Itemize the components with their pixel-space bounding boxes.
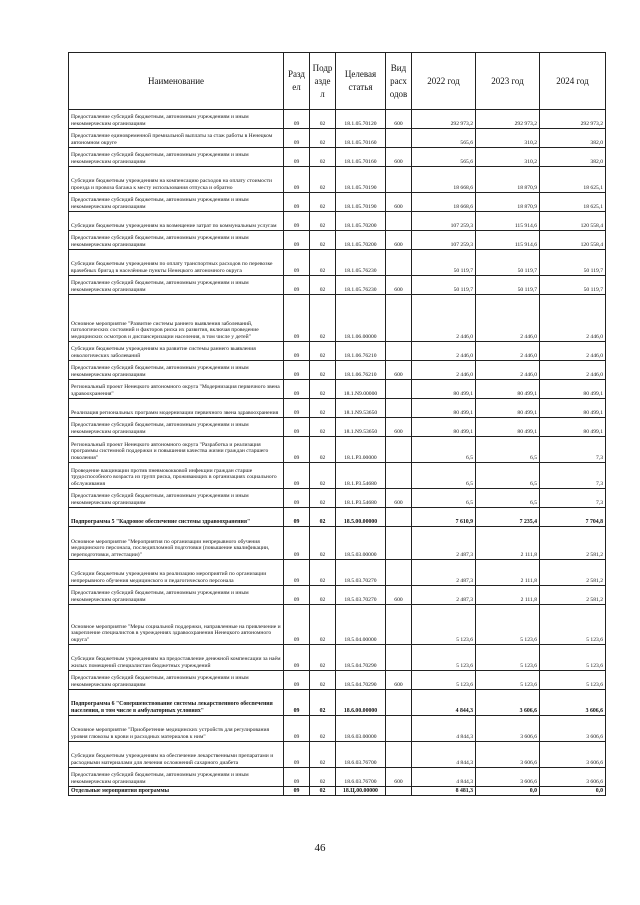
row-value-2022: 2 487,3	[412, 586, 476, 605]
row-podrazdel: 02	[310, 437, 336, 463]
row-expense-type	[386, 787, 412, 796]
row-target-article: 18.1.P3.54680	[336, 463, 386, 489]
row-name: Предоставление субсидий бюджетным, автономным учреждениям и иным некоммерческим организациям	[69, 671, 284, 690]
row-value-2022: 7 610,9	[412, 508, 476, 527]
row-value-2024: 3 606,6	[540, 716, 606, 742]
header-2022: 2022 год	[412, 53, 476, 110]
row-value-2024: 292 973,2	[540, 110, 606, 129]
row-name: Предоставление субсидий бюджетным, автономным учреждениям и иным некоммерческим организациям	[69, 489, 284, 508]
table-row	[69, 527, 606, 560]
row-razdel: 09	[284, 742, 310, 768]
row-expense-type: 600	[386, 110, 412, 129]
row-target-article: 18.1.05.70190	[336, 167, 386, 193]
row-podrazdel: 02	[310, 560, 336, 586]
row-value-2024: 5 123,6	[540, 605, 606, 645]
table-row	[69, 716, 606, 742]
row-target-article: 18.5.03.00000	[336, 527, 386, 560]
row-value-2024: 2 446,0	[540, 361, 606, 380]
row-value-2023: 2 446,0	[476, 361, 540, 380]
row-name: Субсидии бюджетным учреждениям на возмещение затрат по коммунальным услугам	[69, 212, 284, 231]
row-value-2024: 50 119,7	[540, 276, 606, 295]
row-target-article: 18.6.03.76700	[336, 768, 386, 787]
row-value-2023: 6,5	[476, 437, 540, 463]
table-row	[69, 605, 606, 645]
row-value-2023: 6,5	[476, 489, 540, 508]
row-podrazdel: 02	[310, 295, 336, 342]
row-razdel: 09	[284, 250, 310, 276]
row-razdel: 09	[284, 527, 310, 560]
row-razdel: 09	[284, 129, 310, 148]
row-razdel: 09	[284, 586, 310, 605]
table-row	[69, 167, 606, 193]
row-expense-type: 600	[386, 671, 412, 690]
row-value-2023: 115 914,6	[476, 212, 540, 231]
row-target-article: 18.5.03.70270	[336, 560, 386, 586]
row-target-article: 18.1.05.70120	[336, 110, 386, 129]
row-value-2022: 8 481,3	[412, 787, 476, 796]
row-value-2023: 18 870,9	[476, 167, 540, 193]
row-target-article: 18.1.N9.53650	[336, 399, 386, 418]
budget-table	[68, 52, 606, 796]
table-row	[69, 437, 606, 463]
row-razdel: 09	[284, 418, 310, 437]
row-name: Предоставление субсидий бюджетным, автономным учреждениям и иным некоммерческим организациям	[69, 768, 284, 787]
row-target-article: 18.1.06.76210	[336, 342, 386, 361]
row-podrazdel: 02	[310, 250, 336, 276]
row-value-2024: 80 499,1	[540, 399, 606, 418]
row-target-article: 18.1.05.70160	[336, 148, 386, 167]
row-value-2024: 2 581,2	[540, 586, 606, 605]
row-razdel: 09	[284, 295, 310, 342]
row-value-2024: 120 558,4	[540, 231, 606, 250]
row-value-2022: 4 844,3	[412, 690, 476, 716]
row-value-2022: 2 446,0	[412, 361, 476, 380]
row-value-2023: 50 119,7	[476, 276, 540, 295]
row-podrazdel: 02	[310, 418, 336, 437]
row-value-2022: 4 844,3	[412, 768, 476, 787]
row-podrazdel: 02	[310, 787, 336, 796]
row-podrazdel: 02	[310, 167, 336, 193]
row-value-2022: 18 668,6	[412, 193, 476, 212]
row-razdel: 09	[284, 342, 310, 361]
row-name: Субсидии бюджетным учреждениям на реализацию мероприятий по организации непрерывного обучения медицинского и педагогического персонала	[69, 560, 284, 586]
row-value-2024: 382,0	[540, 148, 606, 167]
row-value-2024: 3 606,6	[540, 742, 606, 768]
row-target-article: 18.1.N9.53650	[336, 418, 386, 437]
row-podrazdel: 02	[310, 690, 336, 716]
row-razdel: 09	[284, 361, 310, 380]
row-razdel: 09	[284, 399, 310, 418]
row-podrazdel: 02	[310, 148, 336, 167]
row-podrazdel: 02	[310, 463, 336, 489]
row-value-2023: 3 606,6	[476, 716, 540, 742]
row-value-2023: 115 914,6	[476, 231, 540, 250]
row-podrazdel: 02	[310, 742, 336, 768]
row-value-2023: 5 123,6	[476, 605, 540, 645]
row-value-2022: 4 844,3	[412, 742, 476, 768]
row-target-article: 18.6.03.00000	[336, 716, 386, 742]
row-value-2024: 7 704,8	[540, 508, 606, 527]
row-expense-type	[386, 342, 412, 361]
row-target-article: 18.5.04.70290	[336, 645, 386, 671]
row-podrazdel: 02	[310, 716, 336, 742]
row-expense-type: 600	[386, 489, 412, 508]
row-value-2024: 7,3	[540, 489, 606, 508]
row-name: Отдельные мероприятия программы	[69, 787, 284, 796]
row-expense-type: 600	[386, 193, 412, 212]
row-value-2022: 292 973,2	[412, 110, 476, 129]
row-name: Реализация региональных программ модернизации первичного звена здравоохранения	[69, 399, 284, 418]
row-value-2023: 18 870,9	[476, 193, 540, 212]
row-podrazdel: 02	[310, 399, 336, 418]
row-target-article: 18.1.N9.00000	[336, 380, 386, 399]
row-expense-type	[386, 380, 412, 399]
row-value-2023: 310,2	[476, 129, 540, 148]
row-podrazdel: 02	[310, 380, 336, 399]
row-value-2024: 5 123,6	[540, 645, 606, 671]
row-value-2022: 80 499,1	[412, 380, 476, 399]
row-target-article: 18.5.03.70270	[336, 586, 386, 605]
row-podrazdel: 02	[310, 193, 336, 212]
row-podrazdel: 02	[310, 129, 336, 148]
row-value-2024: 5 123,6	[540, 671, 606, 690]
row-name: Предоставление субсидий бюджетным, автономным учреждениям и иным некоммерческим организациям	[69, 276, 284, 295]
row-expense-type	[386, 645, 412, 671]
table-row	[69, 399, 606, 418]
row-expense-type	[386, 508, 412, 527]
row-value-2024: 80 499,1	[540, 380, 606, 399]
row-razdel: 09	[284, 148, 310, 167]
row-value-2022: 5 123,6	[412, 645, 476, 671]
row-name: Предоставление субсидий бюджетным, автономным учреждениям и иным некоммерческим организациям	[69, 586, 284, 605]
row-target-article: 18.1.05.76230	[336, 250, 386, 276]
row-value-2022: 50 119,7	[412, 276, 476, 295]
row-value-2023: 3 606,6	[476, 742, 540, 768]
row-target-article: 18.1.P3.00000	[336, 437, 386, 463]
row-value-2024: 120 558,4	[540, 212, 606, 231]
table-row	[69, 129, 606, 148]
row-podrazdel: 02	[310, 361, 336, 380]
row-expense-type	[386, 250, 412, 276]
row-razdel: 09	[284, 787, 310, 796]
header-razdel: Разд ел	[284, 53, 310, 110]
row-value-2022: 80 499,1	[412, 399, 476, 418]
row-podrazdel: 02	[310, 605, 336, 645]
row-value-2024: 2 446,0	[540, 295, 606, 342]
row-name: Субсидии бюджетным учреждениям на компенсацию расходов на оплату стоимости проезда и провоза багажа к месту использования отпуска и обратно	[69, 167, 284, 193]
row-value-2024: 7,3	[540, 437, 606, 463]
row-value-2023: 0,0	[476, 787, 540, 796]
row-razdel: 09	[284, 463, 310, 489]
row-podrazdel: 02	[310, 508, 336, 527]
row-name: Основное мероприятие "Приобретение медицинских устройств для регулирования уровня глюкозы в крови и расходных материалов к ним"	[69, 716, 284, 742]
page-number: 46	[314, 842, 326, 854]
row-target-article: 18.1.05.70190	[336, 193, 386, 212]
row-podrazdel: 02	[310, 645, 336, 671]
row-value-2022: 18 668,6	[412, 167, 476, 193]
row-expense-type	[386, 212, 412, 231]
table-row	[69, 463, 606, 489]
table-row	[69, 508, 606, 527]
row-razdel: 09	[284, 380, 310, 399]
row-value-2024: 3 606,6	[540, 768, 606, 787]
header-2024: 2024 год	[540, 53, 606, 110]
row-value-2024: 18 625,1	[540, 167, 606, 193]
row-razdel: 09	[284, 212, 310, 231]
row-podrazdel: 02	[310, 489, 336, 508]
row-name: Предоставление субсидий бюджетным, автономным учреждениям и иным некоммерческим организациям	[69, 193, 284, 212]
row-podrazdel: 02	[310, 586, 336, 605]
row-name: Субсидии бюджетным учреждениям на обеспечение лекарственными препаратами и расходными материалами для лечения осложнений сахарного диабета	[69, 742, 284, 768]
row-value-2024: 3 606,6	[540, 690, 606, 716]
row-podrazdel: 02	[310, 768, 336, 787]
row-target-article: 18.6.03.76700	[336, 742, 386, 768]
row-target-article: 18.1.05.70200	[336, 231, 386, 250]
row-name: Региональный проект Ненецкого автономного округа "Разработка и реализация программы системной поддержки и повышения качества жизни граждан старшего поколения"	[69, 437, 284, 463]
table-row	[69, 380, 606, 399]
row-value-2023: 7 235,4	[476, 508, 540, 527]
row-value-2022: 5 123,6	[412, 605, 476, 645]
row-podrazdel: 02	[310, 231, 336, 250]
row-value-2023: 310,2	[476, 148, 540, 167]
row-value-2024: 50 119,7	[540, 250, 606, 276]
row-name: Предоставление субсидий бюджетным, автономным учреждениям и иным некоммерческим организациям	[69, 418, 284, 437]
row-target-article: 18.Ц.00.00000	[336, 787, 386, 796]
row-value-2023: 5 123,6	[476, 645, 540, 671]
row-value-2022: 107 259,3	[412, 231, 476, 250]
row-value-2022: 6,5	[412, 437, 476, 463]
row-name: Подпрограмма 6 "Совершенствование системы лекарственного обеспечения населения, в том числе в амбулаторных условиях"	[69, 690, 284, 716]
row-podrazdel: 02	[310, 527, 336, 560]
row-name: Субсидии бюджетным учреждениям по оплату транспортных расходов по перевозке врачебных бригад в населённые пункты Ненецкого автономного округа	[69, 250, 284, 276]
row-name: Предоставление субсидий бюджетным, автономным учреждениям и иным некоммерческим организациям	[69, 110, 284, 129]
row-name: Предоставление субсидий бюджетным, автономным учреждениям и иным некоммерческим организациям	[69, 231, 284, 250]
row-expense-type: 600	[386, 231, 412, 250]
row-name: Основное мероприятие "Мероприятия по организации непрерывного обучения медицинского персонала, последипломной подготовки (повышение квалификации, переподготовки, аттестации)"	[69, 527, 284, 560]
row-podrazdel: 02	[310, 671, 336, 690]
row-podrazdel: 02	[310, 342, 336, 361]
row-razdel: 09	[284, 167, 310, 193]
table-row	[69, 560, 606, 586]
row-expense-type	[386, 129, 412, 148]
row-target-article: 18.6.00.00000	[336, 690, 386, 716]
row-value-2022: 50 119,7	[412, 250, 476, 276]
row-expense-type	[386, 399, 412, 418]
header-name: Наименование	[69, 53, 284, 110]
row-value-2023: 3 606,6	[476, 690, 540, 716]
row-razdel: 09	[284, 716, 310, 742]
row-value-2024: 382,0	[540, 129, 606, 148]
table-row	[69, 295, 606, 342]
table-row	[69, 489, 606, 508]
row-value-2024: 2 446,0	[540, 342, 606, 361]
row-expense-type	[386, 463, 412, 489]
row-value-2024: 80 499,1	[540, 418, 606, 437]
row-razdel: 09	[284, 231, 310, 250]
row-value-2024: 7,3	[540, 463, 606, 489]
row-name: Предоставление субсидий бюджетным, автономным учреждениям и иным некоммерческим организациям	[69, 361, 284, 380]
row-expense-type	[386, 742, 412, 768]
row-expense-type	[386, 437, 412, 463]
table-row	[69, 212, 606, 231]
row-value-2022: 4 844,3	[412, 716, 476, 742]
row-razdel: 09	[284, 193, 310, 212]
row-razdel: 09	[284, 110, 310, 129]
row-expense-type	[386, 527, 412, 560]
table-row	[69, 276, 606, 295]
table-row	[69, 742, 606, 768]
header-2023: 2023 год	[476, 53, 540, 110]
row-name: Основное мероприятие "Меры социальной поддержки, направленные на привлечение и закрепление специалистов в учреждениях здравоохранения Ненецкого автономного округа"	[69, 605, 284, 645]
row-name: Проведение вакцинации против пневмококковой инфекции граждан старше трудоспособного возраста из групп риска, проживающих в организациях социального обслуживания	[69, 463, 284, 489]
row-value-2024: 2 581,2	[540, 527, 606, 560]
row-target-article: 18.1.05.76230	[336, 276, 386, 295]
row-value-2023: 6,5	[476, 463, 540, 489]
table-row	[69, 787, 606, 796]
row-expense-type	[386, 690, 412, 716]
row-value-2023: 80 499,1	[476, 380, 540, 399]
row-target-article: 18.1.P3.54680	[336, 489, 386, 508]
row-value-2023: 2 111,8	[476, 586, 540, 605]
row-value-2023: 2 111,8	[476, 527, 540, 560]
row-target-article: 18.1.06.00000	[336, 295, 386, 342]
row-razdel: 09	[284, 560, 310, 586]
table-row	[69, 361, 606, 380]
row-podrazdel: 02	[310, 276, 336, 295]
row-value-2023: 80 499,1	[476, 399, 540, 418]
row-name: Предоставление субсидий бюджетным, автономным учреждениям и иным некоммерческим организациям	[69, 148, 284, 167]
row-value-2024: 2 581,2	[540, 560, 606, 586]
table-body	[69, 110, 606, 796]
row-target-article: 18.1.05.70200	[336, 212, 386, 231]
row-razdel: 09	[284, 489, 310, 508]
row-expense-type	[386, 167, 412, 193]
row-expense-type: 600	[386, 418, 412, 437]
row-name: Субсидии бюджетным учреждениям на предоставление денежной компенсации за наём жилых помещений специалистам бюджетных учреждений	[69, 645, 284, 671]
row-razdel: 09	[284, 437, 310, 463]
row-expense-type: 600	[386, 361, 412, 380]
row-razdel: 09	[284, 671, 310, 690]
row-razdel: 09	[284, 645, 310, 671]
row-target-article: 18.5.00.00000	[336, 508, 386, 527]
table-row	[69, 690, 606, 716]
row-expense-type	[386, 605, 412, 645]
row-podrazdel: 02	[310, 212, 336, 231]
table-header-row	[69, 53, 606, 110]
row-expense-type	[386, 560, 412, 586]
row-razdel: 09	[284, 690, 310, 716]
row-name: Основное мероприятие "Развитие системы раннего выявления заболеваний, патологических состояний и факторов риска их развития, включая проведение медицинских осмотров и диспансеризации населения, в том числе у детей"	[69, 295, 284, 342]
row-target-article: 18.5.04.70290	[336, 671, 386, 690]
row-value-2022: 565,6	[412, 148, 476, 167]
table-row	[69, 231, 606, 250]
header-podrazdel: Подр азде л	[310, 53, 336, 110]
row-name: Региональный проект Ненецкого автономного округа "Модернизация первичного звена здравоохранения"	[69, 380, 284, 399]
row-razdel: 09	[284, 605, 310, 645]
row-value-2022: 6,5	[412, 463, 476, 489]
row-target-article: 18.5.04.00000	[336, 605, 386, 645]
table-row	[69, 418, 606, 437]
row-value-2023: 2 111,8	[476, 560, 540, 586]
row-expense-type: 600	[386, 768, 412, 787]
table-row	[69, 768, 606, 787]
row-value-2022: 5 123,6	[412, 671, 476, 690]
row-value-2022: 2 446,0	[412, 295, 476, 342]
row-value-2022: 6,5	[412, 489, 476, 508]
row-expense-type: 600	[386, 276, 412, 295]
row-name: Подпрограмма 5 "Кадровое обеспечение системы здравоохранения"	[69, 508, 284, 527]
row-target-article: 18.1.05.70160	[336, 129, 386, 148]
table-row	[69, 110, 606, 129]
row-expense-type: 600	[386, 148, 412, 167]
table-row	[69, 671, 606, 690]
row-name: Предоставление единовременной премиальной выплаты за стаж работы в Ненецком автономном округе	[69, 129, 284, 148]
row-value-2023: 3 606,6	[476, 768, 540, 787]
row-value-2024: 18 625,1	[540, 193, 606, 212]
row-value-2023: 2 446,0	[476, 342, 540, 361]
row-expense-type	[386, 716, 412, 742]
row-value-2022: 80 499,1	[412, 418, 476, 437]
row-value-2022: 2 446,0	[412, 342, 476, 361]
table-row	[69, 342, 606, 361]
row-value-2023: 80 499,1	[476, 418, 540, 437]
row-name: Субсидии бюджетным учреждениям на развитие системы раннего выявления онкологических заболеваний	[69, 342, 284, 361]
header-vid: Вид расх одов	[386, 53, 412, 110]
row-value-2024: 0,0	[540, 787, 606, 796]
table-row	[69, 586, 606, 605]
table-row	[69, 250, 606, 276]
table-row	[69, 645, 606, 671]
row-value-2022: 565,6	[412, 129, 476, 148]
row-expense-type	[386, 295, 412, 342]
row-value-2023: 5 123,6	[476, 671, 540, 690]
header-target: Целевая статья	[336, 53, 386, 110]
row-value-2023: 292 973,2	[476, 110, 540, 129]
row-value-2023: 50 119,7	[476, 250, 540, 276]
table-row	[69, 148, 606, 167]
row-razdel: 09	[284, 768, 310, 787]
row-razdel: 09	[284, 508, 310, 527]
row-expense-type: 600	[386, 586, 412, 605]
row-razdel: 09	[284, 276, 310, 295]
row-value-2023: 2 446,0	[476, 295, 540, 342]
row-value-2022: 107 259,3	[412, 212, 476, 231]
row-value-2022: 2 487,3	[412, 560, 476, 586]
table-row	[69, 193, 606, 212]
row-target-article: 18.1.06.76210	[336, 361, 386, 380]
row-podrazdel: 02	[310, 110, 336, 129]
row-value-2022: 2 487,3	[412, 527, 476, 560]
